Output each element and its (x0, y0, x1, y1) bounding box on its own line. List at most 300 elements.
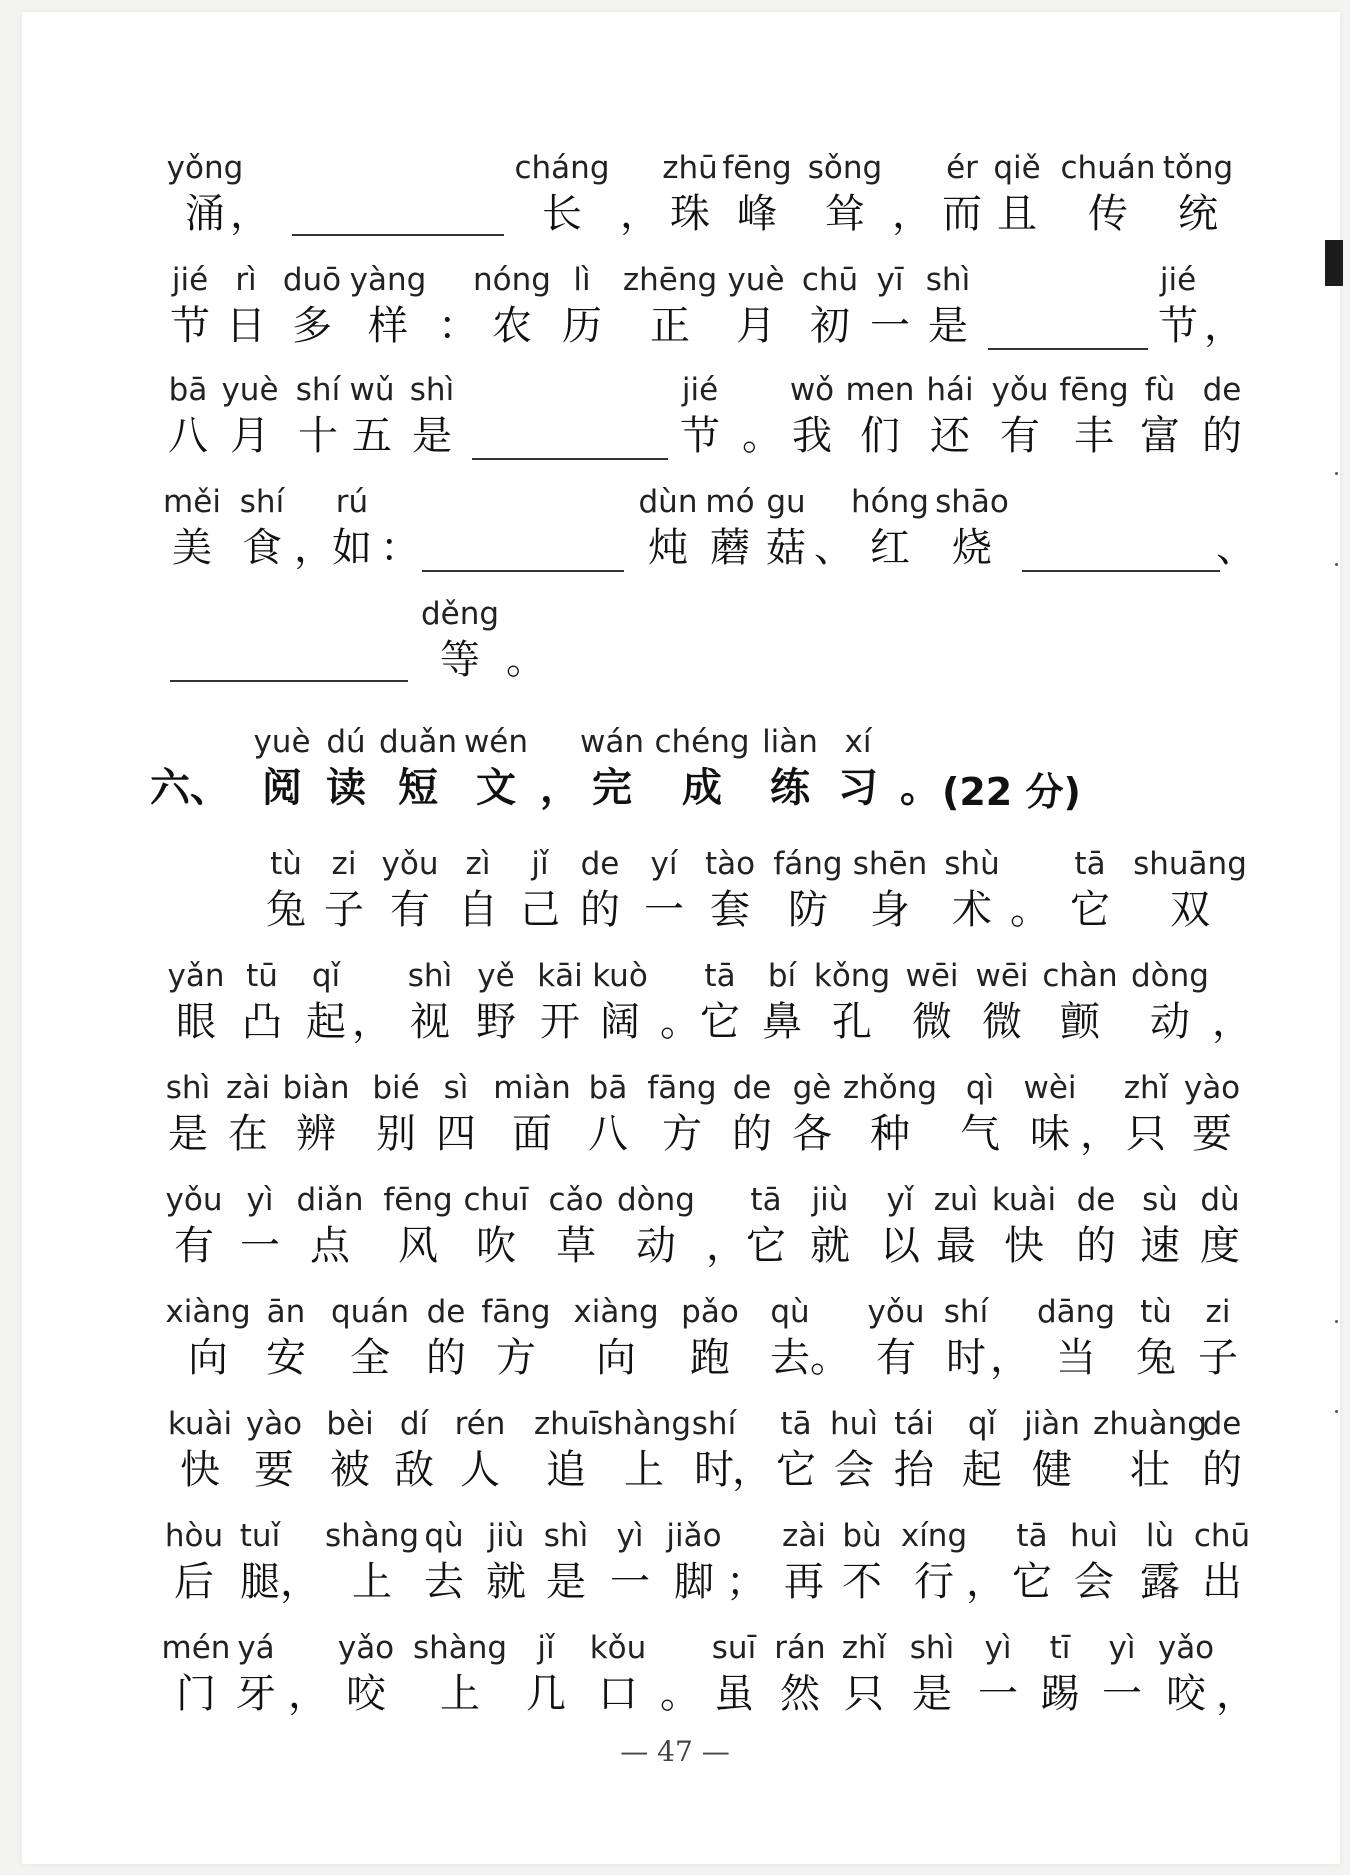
hanzi: 菇 (766, 525, 806, 571)
pinyin: tào (704, 846, 756, 882)
pinyin: yǎn (167, 958, 225, 994)
pinyin: de (1202, 1406, 1242, 1442)
hanzi: 四 (436, 1111, 476, 1157)
pinyin: hóng (851, 484, 929, 520)
pinyin: tā (780, 1406, 812, 1442)
hanzi: 六、 (150, 765, 230, 811)
pinyin: sì (443, 1070, 469, 1106)
hanzi: 节 (1158, 303, 1198, 349)
hanzi: 还 (930, 413, 970, 459)
pinyin: yì (616, 1518, 644, 1554)
pinyin: de (1202, 372, 1242, 408)
pinyin: pǎo (681, 1294, 739, 1330)
pinyin: shù (944, 846, 1000, 882)
hanzi: 阔 (600, 999, 640, 1045)
page-number: — 47 — (620, 1735, 730, 1768)
pinyin: děng (420, 596, 500, 632)
pinyin: yàng (349, 262, 427, 298)
hanzi: 。 (660, 1671, 700, 1717)
hanzi: ， (620, 191, 660, 237)
hanzi: 是 (412, 413, 452, 459)
pinyin: de (580, 846, 620, 882)
pinyin: yě (477, 958, 515, 994)
hanzi: 在 (228, 1111, 268, 1157)
hanzi: ， (732, 1447, 772, 1493)
pinyin: xí (844, 724, 872, 760)
hanzi: 一 (870, 303, 910, 349)
pinyin: zhū (662, 150, 718, 186)
pinyin: zhǐ (1123, 1070, 1169, 1106)
hanzi: 是 (168, 1111, 208, 1157)
hanzi: 。 (1010, 887, 1050, 933)
hanzi: 吹 (476, 1223, 516, 1269)
hanzi: 八 (588, 1111, 628, 1157)
hanzi: 动 (1150, 999, 1190, 1045)
hanzi: ， (288, 1671, 328, 1717)
hanzi: 、 (814, 525, 854, 571)
hanzi: 涌 (185, 191, 225, 237)
pinyin: xíng (900, 1518, 968, 1554)
character-with-pinyin (1148, 1292, 1288, 1382)
hanzi: 的 (580, 887, 620, 933)
pinyin: tā (704, 958, 736, 994)
hanzi: 术 (952, 887, 992, 933)
pinyin: tù (1140, 1294, 1172, 1330)
pinyin: shì (407, 958, 453, 994)
character-with-pinyin (1128, 148, 1268, 238)
pinyin (1166, 1628, 1306, 1668)
pinyin: sǒng (807, 150, 883, 186)
hanzi: ， (1212, 999, 1252, 1045)
hanzi: 敌 (394, 1447, 434, 1493)
hanzi: ， (966, 1559, 1006, 1605)
hanzi: 要 (254, 1447, 294, 1493)
pinyin: chuán (1060, 150, 1156, 186)
hanzi: 方 (662, 1111, 702, 1157)
hanzi: 丰 (1074, 413, 1114, 459)
pinyin: wǔ (349, 372, 395, 408)
hanzi: 就 (810, 1223, 850, 1269)
hanzi: 它 (700, 999, 740, 1045)
pinyin (1154, 260, 1294, 300)
pinyin: zài (226, 1070, 270, 1106)
hanzi: 耸 (825, 191, 865, 237)
hanzi: 再 (784, 1559, 824, 1605)
hanzi: 速 (1140, 1223, 1180, 1269)
pinyin: bí (767, 958, 797, 994)
hanzi: 野 (476, 999, 516, 1045)
hanzi: 快 (180, 1447, 220, 1493)
pinyin: zhēng (622, 262, 718, 298)
pinyin: kāi (537, 958, 583, 994)
hanzi: 红 (870, 525, 910, 571)
hanzi: 农 (492, 303, 532, 349)
pinyin: zhǒng (842, 1070, 938, 1106)
pinyin: jiàn (1024, 1406, 1080, 1442)
pinyin: gè (792, 1070, 832, 1106)
hanzi: 咬 (346, 1671, 386, 1717)
pinyin: zhuī (533, 1406, 599, 1442)
hanzi: 最 (936, 1223, 976, 1269)
pinyin (1162, 956, 1302, 996)
pinyin: chàn (1042, 958, 1118, 994)
character-with-pinyin (1142, 1068, 1282, 1158)
pinyin: shí (691, 1406, 737, 1442)
pinyin: rì (235, 262, 257, 298)
hanzi: 的 (1076, 1223, 1116, 1269)
pinyin: nóng (473, 262, 551, 298)
pinyin: wēi (975, 958, 1029, 994)
pinyin: fāng (647, 1070, 717, 1106)
character-with-pinyin (362, 370, 502, 460)
hanzi: 孔 (832, 999, 872, 1045)
hanzi: 兔 (266, 887, 306, 933)
pinyin: ān (266, 1294, 306, 1330)
hanzi: 正 (650, 303, 690, 349)
pinyin: wèi (1023, 1070, 1077, 1106)
pinyin: bā (168, 372, 208, 408)
hanzi: 双 (1170, 887, 1210, 933)
hanzi: 有 (390, 887, 430, 933)
hanzi: 味 (1030, 1111, 1070, 1157)
pinyin: cháng (514, 150, 610, 186)
hanzi: 多 (292, 303, 332, 349)
pinyin: fāng (481, 1294, 551, 1330)
hanzi: 全 (350, 1335, 390, 1381)
pinyin: rén (454, 1406, 506, 1442)
hanzi: 如 (332, 525, 372, 571)
pinyin: shàng (596, 1406, 692, 1442)
hanzi: 峰 (737, 191, 777, 237)
pinyin: dòng (1131, 958, 1209, 994)
answer-blank-2[interactable] (988, 348, 1148, 350)
hanzi: 富 (1140, 413, 1180, 459)
character-with-pinyin (1120, 844, 1260, 934)
punctuation (1166, 482, 1306, 572)
hanzi: 会 (834, 1447, 874, 1493)
hanzi: 行 (914, 1559, 954, 1605)
hanzi: 。 (660, 999, 700, 1045)
hanzi: 去 (424, 1559, 464, 1605)
hanzi: 气 (960, 1111, 1000, 1157)
hanzi: 牙 (236, 1671, 276, 1717)
hanzi: 节 (680, 413, 720, 459)
hanzi: ， (352, 999, 392, 1045)
pinyin: yuè (221, 372, 279, 408)
hanzi: 抬 (894, 1447, 934, 1493)
hanzi: 长 (542, 191, 582, 237)
hanzi: ， (280, 1559, 320, 1605)
pinyin: tī (1049, 1630, 1071, 1666)
punctuation (1154, 260, 1294, 350)
answer-blank-1[interactable] (292, 234, 504, 236)
hanzi: 别 (376, 1111, 416, 1157)
hanzi: 。 (810, 1335, 850, 1381)
hanzi: 有 (876, 1335, 916, 1381)
hanzi: 它 (746, 1223, 786, 1269)
hanzi: 咬 (1166, 1671, 1206, 1717)
hanzi: 有 (1000, 413, 1040, 459)
hanzi: 不 (842, 1559, 882, 1605)
pinyin: fáng (773, 846, 843, 882)
pinyin: yǒu (991, 372, 1049, 408)
hanzi: 脚 (674, 1559, 714, 1605)
hanzi: 眼 (176, 999, 216, 1045)
pinyin: suī (711, 1630, 757, 1666)
hanzi: 颤 (1060, 999, 1100, 1045)
hanzi: 然 (780, 1671, 820, 1717)
pinyin (1166, 482, 1306, 522)
answer-blank-3[interactable] (472, 458, 668, 460)
hanzi: 月 (230, 413, 270, 459)
pinyin: yuè (727, 262, 785, 298)
hanzi: ； (726, 1559, 766, 1605)
pinyin: shí (295, 372, 341, 408)
pinyin: shì (543, 1518, 589, 1554)
hanzi: 各 (792, 1111, 832, 1157)
hanzi: 去 (770, 1335, 810, 1381)
pinyin: rú (335, 484, 369, 520)
hanzi: 的 (1202, 413, 1242, 459)
hanzi: 是 (928, 303, 968, 349)
hanzi: ， (294, 525, 334, 571)
pinyin (850, 722, 990, 762)
hanzi: ： (438, 303, 478, 349)
pinyin: shí (239, 484, 285, 520)
hanzi: 食 (242, 525, 282, 571)
pinyin: dùn (638, 484, 698, 520)
answer-blank-6[interactable] (170, 680, 408, 682)
pinyin: yǎo (337, 1630, 395, 1666)
pinyin: zuì (933, 1182, 979, 1218)
pinyin: fēng (1059, 372, 1129, 408)
pinyin: jǐ (537, 1630, 555, 1666)
pinyin: tā (1074, 846, 1106, 882)
hanzi: 时 (694, 1447, 734, 1493)
character-with-pinyin (1152, 1516, 1292, 1606)
pinyin: de (1076, 1182, 1116, 1218)
hanzi: 统 (1178, 191, 1218, 237)
punctuation (330, 482, 470, 572)
hanzi: 出 (1202, 1559, 1242, 1605)
hanzi: 蘑 (710, 525, 750, 571)
pinyin: tù (270, 846, 302, 882)
hanzi: 人 (460, 1447, 500, 1493)
pinyin: shì (925, 262, 971, 298)
pinyin: bèi (326, 1406, 374, 1442)
edge-dot (1335, 563, 1338, 566)
hanzi: 上 (440, 1671, 480, 1717)
pinyin: jiù (487, 1518, 525, 1554)
pinyin: bā (588, 1070, 628, 1106)
pinyin: miàn (493, 1070, 571, 1106)
pinyin (330, 482, 470, 522)
hanzi: 短 (398, 765, 438, 811)
pinyin: shì (909, 1630, 955, 1666)
hanzi: 后 (174, 1559, 214, 1605)
hanzi: 初 (810, 303, 850, 349)
pinyin: ér (946, 150, 978, 186)
pinyin: jié (171, 262, 209, 298)
hanzi: 们 (860, 413, 900, 459)
hanzi: 的 (1202, 1447, 1242, 1493)
pinyin: huì (830, 1406, 878, 1442)
pinyin: yǒng (166, 150, 244, 186)
hanzi: 节 (170, 303, 210, 349)
hanzi: 一 (644, 887, 684, 933)
pinyin: quán (331, 1294, 409, 1330)
hanzi: 炖 (648, 525, 688, 571)
hanzi: 子 (1198, 1335, 1238, 1381)
section-score: (22 分) (942, 770, 1081, 814)
hanzi: 健 (1032, 1447, 1072, 1493)
hanzi: 踢 (1040, 1671, 1080, 1717)
pinyin: men (845, 372, 915, 408)
pinyin: qù (770, 1294, 810, 1330)
hanzi: 兔 (1136, 1335, 1176, 1381)
hanzi: 八 (168, 413, 208, 459)
punctuation (1166, 1628, 1306, 1718)
pinyin: rán (774, 1630, 826, 1666)
hanzi: 只 (1126, 1111, 1166, 1157)
hanzi: 面 (512, 1111, 552, 1157)
hanzi: 当 (1056, 1335, 1096, 1381)
hanzi: 珠 (670, 191, 710, 237)
pinyin: yǐ (886, 1182, 914, 1218)
hanzi: 露 (1140, 1559, 1180, 1605)
pinyin: yào (245, 1406, 303, 1442)
hanzi: 套 (710, 887, 750, 933)
pinyin: wǒ (789, 372, 835, 408)
answer-blank-4[interactable] (422, 570, 624, 572)
pinyin: de (732, 1070, 772, 1106)
pinyin: dí (399, 1406, 429, 1442)
pinyin: jiù (811, 1182, 849, 1218)
hanzi: 身 (870, 887, 910, 933)
hanzi: 子 (324, 887, 364, 933)
hanzi: 、 (1216, 525, 1256, 571)
hanzi: 烧 (952, 525, 992, 571)
pinyin: liàn (762, 724, 818, 760)
pinyin (180, 148, 320, 188)
pinyin: zhǐ (841, 1630, 887, 1666)
pinyin: hòu (164, 1518, 224, 1554)
hanzi: 读 (326, 765, 366, 811)
hanzi: 它 (776, 1447, 816, 1493)
hanzi: 微 (982, 999, 1022, 1045)
hanzi: 会 (1074, 1559, 1114, 1605)
punctuation (1162, 956, 1302, 1046)
pinyin: qiě (993, 150, 1041, 186)
pinyin: de (426, 1294, 466, 1330)
pinyin: qǐ (311, 958, 341, 994)
pinyin: jié (1159, 262, 1197, 298)
hanzi: 点 (310, 1223, 350, 1269)
hanzi: 成 (682, 765, 722, 811)
hanzi: ， (1080, 1111, 1120, 1157)
hanzi: 己 (520, 887, 560, 933)
pinyin: qù (424, 1518, 464, 1554)
hanzi: 方 (496, 1335, 536, 1381)
pinyin: shuāng (1133, 846, 1247, 882)
hanzi: 向 (596, 1335, 636, 1381)
pinyin: tā (750, 1182, 782, 1218)
hanzi: 文 (476, 765, 516, 811)
pinyin (456, 594, 596, 634)
pinyin: gu (766, 484, 806, 520)
hanzi: 种 (870, 1111, 910, 1157)
pinyin: mén (161, 1630, 231, 1666)
pinyin: kǒng (813, 958, 891, 994)
answer-blank-5[interactable] (1022, 570, 1220, 572)
hanzi: 美 (172, 525, 212, 571)
hanzi: 视 (410, 999, 450, 1045)
hanzi: 只 (844, 1671, 884, 1717)
pinyin: yì (246, 1182, 274, 1218)
pinyin: wén (463, 724, 529, 760)
pinyin: mó (705, 484, 755, 520)
hanzi: 辨 (296, 1111, 336, 1157)
hanzi: 风 (398, 1223, 438, 1269)
hanzi: ， (1216, 1671, 1256, 1717)
pinyin: yī (876, 262, 904, 298)
pinyin: fù (1144, 372, 1176, 408)
pinyin: chū (1193, 1518, 1251, 1554)
hanzi: 就 (486, 1559, 526, 1605)
hanzi: 门 (176, 1671, 216, 1717)
hanzi: 传 (1088, 191, 1128, 237)
pinyin: jǐ (531, 846, 549, 882)
pinyin: zhuàng (1093, 1406, 1207, 1442)
hanzi: 是 (546, 1559, 586, 1605)
pinyin: dāng (1037, 1294, 1115, 1330)
pinyin: yì (1108, 1630, 1136, 1666)
edge-print-mark (1325, 240, 1343, 286)
pinyin: hái (926, 372, 974, 408)
hanzi: 它 (1012, 1559, 1052, 1605)
pinyin: bié (372, 1070, 420, 1106)
hanzi: 安 (266, 1335, 306, 1381)
hanzi: 一 (978, 1671, 1018, 1717)
hanzi: 且 (997, 191, 1037, 237)
pinyin: tū (246, 958, 278, 994)
pinyin: biàn (282, 1070, 350, 1106)
hanzi: 月 (736, 303, 776, 349)
hanzi: 一 (610, 1559, 650, 1605)
hanzi: 上 (352, 1559, 392, 1605)
hanzi: 追 (546, 1447, 586, 1493)
pinyin: kuò (592, 958, 648, 994)
pinyin: lù (1145, 1518, 1175, 1554)
hanzi: 练 (770, 765, 810, 811)
hanzi: 起 (306, 999, 346, 1045)
hanzi: 。 (506, 637, 546, 683)
character-with-pinyin (1152, 370, 1292, 460)
hanzi: 草 (556, 1223, 596, 1269)
hanzi: 防 (788, 887, 828, 933)
pinyin: yǒu (867, 1294, 925, 1330)
pinyin: zài (782, 1518, 826, 1554)
pinyin: chuī (463, 1182, 529, 1218)
hanzi: 日 (226, 303, 266, 349)
pinyin: cǎo (548, 1182, 604, 1218)
character-with-pinyin (1152, 1404, 1292, 1494)
pinyin: yì (984, 1630, 1012, 1666)
hanzi: 我 (792, 413, 832, 459)
hanzi: 起 (962, 1447, 1002, 1493)
pinyin: shēn (852, 846, 928, 882)
hanzi: 而 (942, 191, 982, 237)
